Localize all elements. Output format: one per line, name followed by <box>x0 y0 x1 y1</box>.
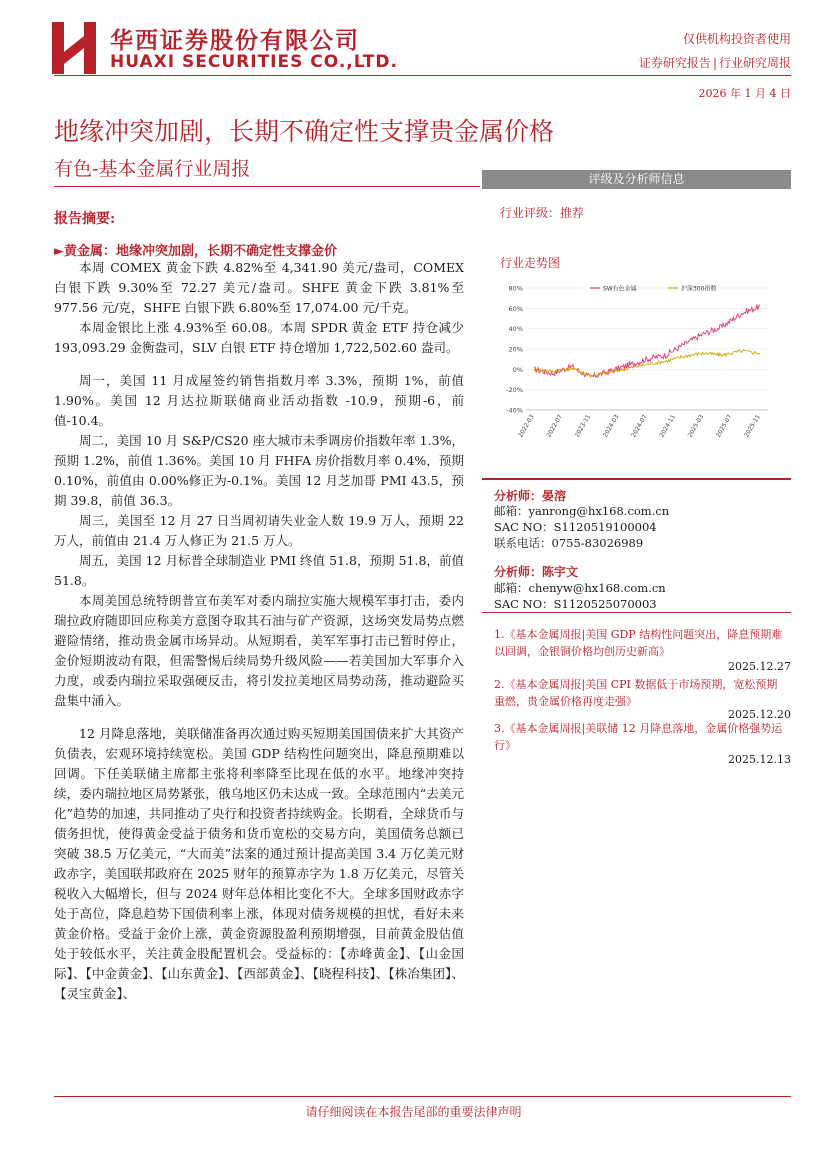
analyst-1-email[interactable]: 邮箱：yanrong@hx168.com.cn <box>494 504 670 518</box>
paragraph: 本周 COMEX 黄金下跌 4.82%至 4,341.90 美元/盎司，COMEX 白银下跌 9.30%至 72.27 美元/盎司。SHFE 黄金下跌 3.81%至 977.56 元/克，SHFE 白银下跌 6.80%至 17,074.00 元/千克。 <box>54 260 464 315</box>
related-report-1-date: 2025.12.27 <box>728 660 791 673</box>
analyst-1-phone: 联系电话：0755-83026989 <box>494 536 644 550</box>
paragraph: 周五，美国 12 月标普全球制造业 PMI 终值 51.8，预期 51.8，前值 51.8。 <box>54 553 464 588</box>
panel-heading: 评级及分析师信息 <box>482 170 791 189</box>
legal-notice[interactable]: 请仔细阅读在本报告尾部的重要法律声明 <box>305 1105 522 1119</box>
paragraph: 本周金银比上涨 4.93%至 60.08。本周 SPDR 黄金 ETF 持仓减少 193,093.29 金衡盎司，SLV 白银 ETF 持仓增加 1,722,502.60 盎司。 <box>54 320 464 355</box>
x-tick-label: 2024-11 <box>658 413 677 439</box>
abstract-body <box>54 258 464 1004</box>
x-tick-label: 2022-07 <box>545 413 564 439</box>
subtitle-divider <box>54 186 480 187</box>
x-tick-label: 2025-03 <box>686 413 706 439</box>
report-type-2: 行业研究周报 <box>718 56 791 70</box>
paragraph: 周二，美国 10 月 S&P/CS20 座大城市未季调房价指数年率 1.3%，预期 1.2%，前值 1.36%。美国 10 月 FHFA 房价指数月率 0.4%，预期 0.10%，前值由 0.00%修正为-0.1%。美国 12 月芝加哥 PMI 43.5，预期 39.8，前值 36.3。 <box>54 433 464 508</box>
analyst-divider <box>482 478 791 480</box>
paragraph: 周一，美国 11 月成屋签约销售指数月率 3.3%，预期 1%，前值 1.90%。美国 12 月达拉斯联储商业活动指数 -10.9，预期-6，前值-10.4。 <box>54 373 464 428</box>
related-report-1[interactable]: 1.《基本金属周报|美国 GDP 结构性问题突出，降息预期难以回调，金银铜价格均创历史新高》 <box>494 628 783 658</box>
related-report-3-date: 2025.12.13 <box>728 753 791 766</box>
company-name-en: HUAXI SECURITIES CO.,LTD. <box>110 52 398 72</box>
paragraph: 周三，美国至 12 月 27 日当周初请失业金人数 19.9 万人，预期 22 万人，前值由 21.4 万人修正为 21.5 万人。 <box>54 513 464 548</box>
report-title: 地缘冲突加剧，长期不确定性支撑贵金属价格 <box>54 117 555 146</box>
analyst-1-sac: SAC NO：S1120519100004 <box>494 520 657 534</box>
paragraph: 本周美国总统特朗普宣布美军对委内瑞拉实施大规模军事打击，委内瑞拉政府随即回应称美方意图夺取其石油与矿产资源，这场突发局势点燃避险情绪，推动贵金属市场异动。从短期看，美军军事打击已暂时停止，金价短期波动有限，但需警惕后续局势升级风险——若美国加大军事介入力度，或委内瑞拉采取强硬反击，将引发拉美地区局势动荡，推动避险买盘集中涌入。 <box>54 593 464 708</box>
report-type-1: 证券研究报告 <box>638 56 711 70</box>
report-date: 2026 年 1 月 4 日 <box>698 87 791 100</box>
y-tick-label: 20% <box>508 345 523 354</box>
legend-label: 沪深300指数 <box>681 285 717 293</box>
audience-notice: 仅供机构投资者使用 <box>682 32 791 46</box>
legend-label: SW有色金属 <box>603 285 637 293</box>
header-divider <box>54 75 791 76</box>
x-tick-label: 2025-07 <box>714 413 734 439</box>
x-tick-label: 2023-11 <box>573 413 593 439</box>
related-divider <box>482 612 791 613</box>
abstract-heading: 报告摘要: <box>54 211 116 227</box>
series-line-2 <box>534 350 760 377</box>
company-name-cn: 华西证券股份有限公司 <box>110 28 360 54</box>
x-tick-label: 2022-03 <box>517 413 536 439</box>
y-tick-label: 0% <box>512 365 523 374</box>
x-tick-label: 2024-03 <box>601 413 621 439</box>
trend-title: 行业走势图 <box>500 256 561 270</box>
analyst-2-name: 分析师：陈宇文 <box>494 565 579 579</box>
paragraph: 12 月降息落地，美联储准备再次通过购买短期美国国债来扩大其资产负债表，宏观环境持续宽松。美国 GDP 结构性问题突出，降息预期难以回调。下任美联储主席都主张将利率降至比现在低的水平。地缘冲突持续，委内瑞拉地区局势紧张，俄乌地区仍未达成一致。全球范围内“去美元化”趋势的加速，共同推动了央行和投资者持续购金。长期看，全球货币与债务担忧，使得黄金受益于债务和货币宽松的交易方向，美国债务总额已突破 38.5 万亿美元，“大而美”法案的通过预计提高美国 3.4 万亿美元财政赤字，美国联邦政府在 2025 财年的预算赤字为 1.8 万亿美元，尽管关税收入大幅增长，但与 2024 财年总体相比变化不大。全球多国财政赤字处于高位，降息趋势下国债利率上涨，体现对债务规模的担忧，看好未来黄金价格。受益于金价上涨，黄金资源股盈利预期增强，目前黄金股估值处于较低水平，关注黄金股配置机会。受益标的：【赤峰黄金】、【山金国际】、【中金黄金】、【山东黄金】、【西部黄金】、【晓程科技】、【株冶集团】、【灵宝黄金】、 <box>54 726 464 1001</box>
footer-divider <box>54 1096 791 1097</box>
huaxi-logo-icon <box>52 22 96 74</box>
analyst-1-name: 分析师：晏溶 <box>494 489 567 503</box>
related-report-2-date: 2025.12.20 <box>728 708 791 721</box>
industry-rating: 行业评级：推荐 <box>500 206 585 220</box>
y-tick-label: 40% <box>508 325 523 334</box>
abstract-lead: ►黄金属：地缘冲突加剧，长期不确定性支撑金价 <box>54 244 337 259</box>
report-type: 证券研究报告 | 行业研究周报 <box>638 56 791 70</box>
y-tick-label: 60% <box>508 304 523 313</box>
y-tick-label: 80% <box>508 284 523 293</box>
report-subtitle: 有色-基本金属行业周报 <box>54 158 251 180</box>
series-line-1 <box>534 305 760 378</box>
industry-trend-chart <box>500 274 776 440</box>
x-tick-label: 2024-07 <box>630 413 649 439</box>
x-tick-label: 2025-11 <box>743 413 762 439</box>
y-tick-label: -20% <box>506 386 523 395</box>
related-report-3[interactable]: 3.《基本金属周报|美联储 12 月降息落地，金属价格强势运行》 <box>494 722 783 752</box>
related-report-2[interactable]: 2.《基本金属周报|美国 CPI 数据低于市场预期，宽松预期重燃，贵金属价格再度走强》 <box>494 678 778 708</box>
y-tick-label: -40% <box>506 406 523 415</box>
analyst-2-sac: SAC NO：S1120525070003 <box>494 597 657 611</box>
analyst-2-email[interactable]: 邮箱：chenyw@hx168.com.cn <box>494 581 666 595</box>
